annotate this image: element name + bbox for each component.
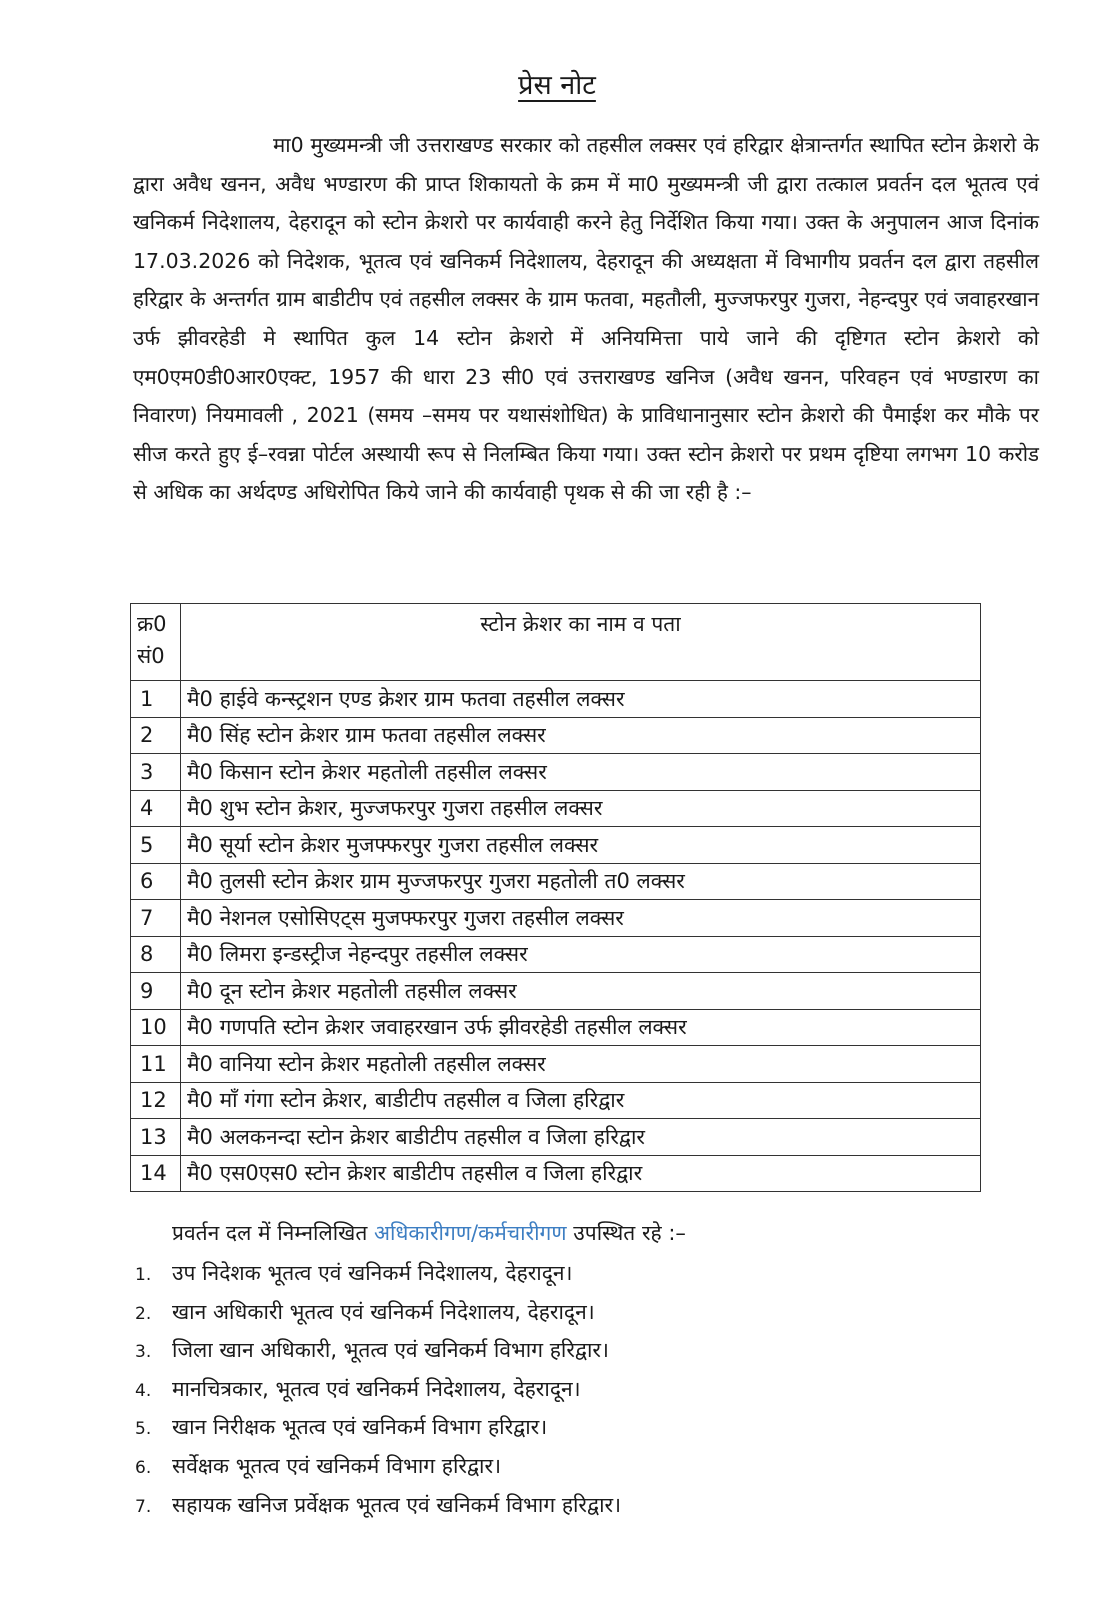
- list-number: 3.: [135, 1342, 152, 1363]
- row-crusher-name: मै0 हाईवे कन्स्ट्रशन एण्ड क्रेशर ग्राम फतवा तहसील लक्सर: [181, 681, 981, 718]
- list-number: 5.: [135, 1419, 152, 1440]
- table-row: [131, 827, 981, 864]
- row-crusher-name: मै0 एस0एस0 स्टोन क्रेशर बाडीटीप तहसील व जिला हरिद्वार: [181, 1155, 981, 1192]
- list-item: [135, 1408, 621, 1447]
- team-intro: [172, 1214, 686, 1252]
- row-crusher-name: मै0 गणपति स्टोन क्रेशर जवाहरखान उर्फ झीवरहेडी तहसील लक्सर: [181, 1009, 981, 1046]
- table-row: [131, 1119, 981, 1156]
- member-designation: मानचित्रकार, भूतत्व एवं खनिकर्म निदेशालय, देहरादून।: [172, 1376, 581, 1401]
- list-item: [135, 1254, 621, 1293]
- member-designation: खान अधिकारी भूतत्व एवं खनिकर्म निदेशालय, देहरादून।: [172, 1299, 595, 1324]
- table-row: [131, 754, 981, 791]
- team-intro-text: प्रवर्तन दल में निम्नलिखित: [172, 1221, 374, 1245]
- list-item: [135, 1293, 621, 1332]
- row-crusher-name: मै0 लिमरा इन्डस्ट्रीज नेहन्दपुर तहसील लक्सर: [181, 936, 981, 973]
- row-serial: 14: [131, 1155, 181, 1192]
- table-row: [131, 681, 981, 718]
- stone-crusher-table: [130, 603, 981, 1192]
- row-crusher-name: मै0 नेशनल एसोसिएट्स मुजफ्फरपुर गुजरा तहसील लक्सर: [181, 900, 981, 937]
- body-paragraph: मा0 मुख्यमन्त्री जी उत्तराखण्ड सरकार को तहसील लक्सर एवं हरिद्वार क्षेत्रान्तर्गत स्थापित स्टोन क्रेशरो के द्वारा अवैध खनन, अवैध भण्डारण की प्राप्त शिकायतो के क्रम में मा0 मुख्यमन्त्री जी द्वारा तत्काल प्रवर्तन दल भूतत्व एवं खनिकर्म निदेशालय, देहरादून को स्टोन क्रेशरो पर कार्यवाही करने हेतु निर्देशित किया गया। उक्त के अनुपालन आज दिनांक 17.03.2026 को निदेशक, भूतत्व एवं खनिकर्म निदेशालय, देहरादून की अध्यक्षता में विभागीय प्रवर्तन दल द्वारा तहसील हरिद्वार के अन्तर्गत ग्राम बाडीटीप एवं तहसील लक्सर के ग्राम फतवा, महतौली, मुज्जफरपुर गुजरा, नेहन्दपुर एवं जवाहरखान उर्फ झीवरहेडी मे स्थापित कुल 14 स्टोन क्रेशरो में अनियमित्ता पाये जाने की दृष्टिगत स्टोन क्रेशरो को एम0एम0डी0आर0एक्ट, 1957 की धारा 23 सी0 एवं उत्तराखण्ड खनिज (अवैध खनन, परिवहन एवं भण्डारण का निवारण) नियमावली , 2021 (समय –समय पर यथासंशोधित) के प्राविधानानुसार स्टोन क्रेशरो की पैमाईश कर मौके पर सीज करते हुए ई–रवन्ना पोर्टल अस्थायी रूप से निलम्बित किया गया। उक्त स्टोन क्रेशरो पर प्रथम दृष्टिया लगभग 10 करोड से अधिक का अर्थदण्ड अधिरोपित किये जाने की कार्यवाही पृथक से की जा रही है :–: [133, 133, 1039, 505]
- table-row: [131, 717, 981, 754]
- member-designation: सहायक खनिज प्रर्वेक्षक भूतत्व एवं खनिकर्म विभाग हरिद्वार।: [172, 1492, 622, 1517]
- row-crusher-name: मै0 शुभ स्टोन क्रेशर, मुज्जफरपुर गुजरा तहसील लक्सर: [181, 790, 981, 827]
- row-serial: 4: [131, 790, 181, 827]
- list-number: 2.: [135, 1303, 152, 1324]
- table-row: [131, 900, 981, 937]
- row-crusher-name: मै0 सूर्या स्टोन क्रेशर मुजफ्फरपुर गुजरा तहसील लक्सर: [181, 827, 981, 864]
- table-row: [131, 1046, 981, 1083]
- team-member-list: [135, 1254, 621, 1524]
- list-number: 6.: [135, 1457, 152, 1478]
- row-serial: 13: [131, 1119, 181, 1156]
- table-row: [131, 790, 981, 827]
- row-crusher-name: मै0 अलकनन्दा स्टोन क्रेशर बाडीटीप तहसील व जिला हरिद्वार: [181, 1119, 981, 1156]
- list-item: [135, 1331, 621, 1370]
- team-intro-suffix: उपस्थित रहे :–: [566, 1221, 686, 1245]
- table-header-row: [131, 604, 981, 681]
- page-title-text: प्रेस नोट: [518, 70, 596, 101]
- row-crusher-name: मै0 तुलसी स्टोन क्रेशर ग्राम मुज्जफरपुर गुजरा महतोली त0 लक्सर: [181, 863, 981, 900]
- table-row: [131, 1009, 981, 1046]
- row-serial: 1: [131, 681, 181, 718]
- list-number: 7.: [135, 1496, 152, 1517]
- member-designation: सर्वेक्षक भूतत्व एवं खनिकर्म विभाग हरिद्वार।: [172, 1453, 502, 1478]
- name-column-header: स्टोन क्रेशर का नाम व पता: [181, 604, 981, 681]
- row-serial: 12: [131, 1082, 181, 1119]
- row-crusher-name: मै0 माँ गंगा स्टोन क्रेशर, बाडीटीप तहसील व जिला हरिद्वार: [181, 1082, 981, 1119]
- row-serial: 3: [131, 754, 181, 791]
- list-number: 4.: [135, 1380, 152, 1401]
- table-row: [131, 1082, 981, 1119]
- member-designation: जिला खान अधिकारी, भूतत्व एवं खनिकर्म विभाग हरिद्वार।: [172, 1338, 609, 1363]
- list-item: [135, 1447, 621, 1486]
- row-serial: 2: [131, 717, 181, 754]
- row-serial: 5: [131, 827, 181, 864]
- table-row: [131, 973, 981, 1010]
- list-item: [135, 1370, 621, 1409]
- row-serial: 7: [131, 900, 181, 937]
- member-designation: उप निदेशक भूतत्व एवं खनिकर्म निदेशालय, देहरादून।: [172, 1261, 573, 1285]
- list-item: [135, 1486, 621, 1525]
- list-number: 1.: [135, 1265, 152, 1285]
- serial-column-header: क्र0 सं0: [131, 604, 181, 681]
- table-row: [131, 863, 981, 900]
- row-serial: 6: [131, 863, 181, 900]
- table-row: [131, 936, 981, 973]
- row-serial: 10: [131, 1009, 181, 1046]
- member-designation: खान निरीक्षक भूतत्व एवं खनिकर्म विभाग हरिद्वार।: [172, 1415, 548, 1440]
- table-row: [131, 1155, 981, 1192]
- row-crusher-name: मै0 वानिया स्टोन क्रेशर महतोली तहसील लक्सर: [181, 1046, 981, 1083]
- row-serial: 9: [131, 973, 181, 1010]
- page-title: [0, 66, 1114, 106]
- row-crusher-name: मै0 दून स्टोन क्रेशर महतोली तहसील लक्सर: [181, 973, 981, 1010]
- row-serial: 8: [131, 936, 181, 973]
- row-serial: 11: [131, 1046, 181, 1083]
- row-crusher-name: मै0 किसान स्टोन क्रेशर महतोली तहसील लक्सर: [181, 754, 981, 791]
- team-intro-highlight: अधिकारीगण/कर्मचारीगण: [374, 1221, 567, 1245]
- row-crusher-name: मै0 सिंह स्टोन क्रेशर ग्राम फतवा तहसील लक्सर: [181, 717, 981, 754]
